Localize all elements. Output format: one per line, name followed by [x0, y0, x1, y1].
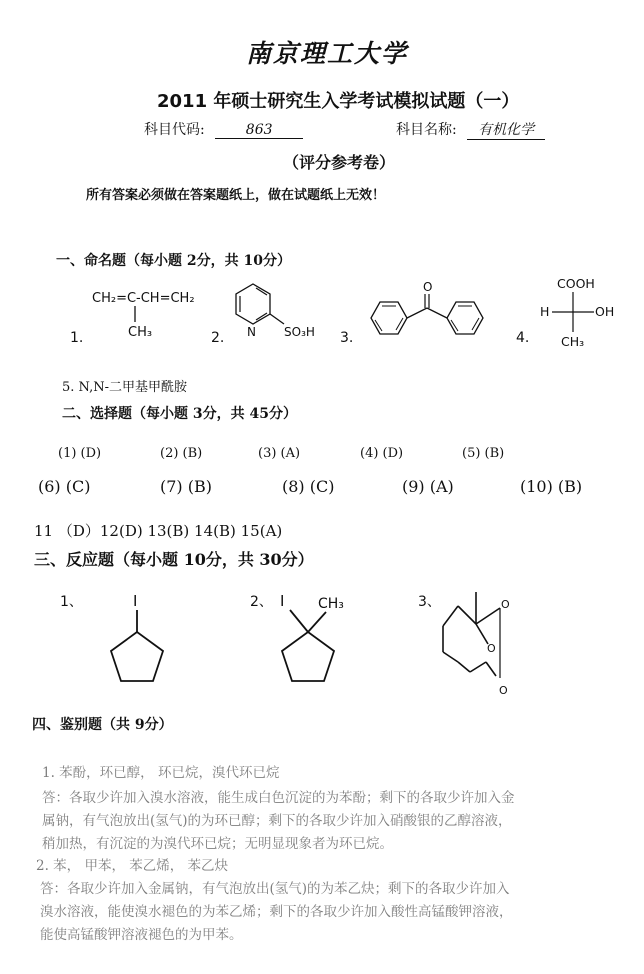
naming-number-2: 2.: [211, 330, 225, 346]
reaction-number-2: 2、: [250, 594, 273, 610]
choice-answer-7: (7) (B): [160, 477, 212, 496]
iodo-label-2: I: [280, 592, 285, 610]
section-choice-heading: 二、选择题（每小题 3分，共 45分）: [62, 406, 297, 422]
molecule-isoprene: [92, 291, 195, 340]
naming-number-3: 3.: [340, 330, 354, 346]
naming-number-1: 1.: [70, 330, 84, 346]
molecule-benzophenone: [371, 280, 483, 334]
identify-answer-1-line-2: 属钠，有气泡放出(氢气)的为环已醇；剩下的各取少许加入硝酸银的乙醇溶液，: [42, 813, 512, 829]
choice-answer-4: (4) (D): [360, 446, 404, 461]
naming-number-4: 4.: [516, 330, 530, 346]
molecule-iodomethylcyclopentane: [280, 592, 344, 681]
sulfonic-group: SO₃H: [284, 325, 315, 339]
subject-name-value: 有机化学: [467, 119, 545, 140]
choice-answer-1: (1) (D): [58, 446, 102, 461]
section-reaction-heading: 三、反应题（每小题 10分，共 30分）: [34, 550, 314, 569]
reaction-structures: [0, 580, 644, 705]
section-naming-heading: 一、命名题（每小题 2分，共 10分）: [56, 253, 291, 269]
ketal-oxygen-3: O: [499, 684, 508, 697]
section-identify-heading: 四、鉴别题（共 9分）: [32, 717, 173, 733]
molecule-lactic-acid: [540, 276, 614, 349]
choice-answer-10: (10) (B): [520, 477, 583, 496]
methyl-label: CH₃: [318, 596, 344, 612]
pyridine-nitrogen: N: [247, 325, 256, 339]
identify-answer-2-line-1: 答：各取少许加入金属钠，有气泡放出(氢气)的为苯乙炔；剩下的各取少许加入: [40, 881, 510, 897]
reaction-number-1: 1、: [60, 594, 83, 610]
molecule-bicyclic-ketal: [443, 592, 510, 697]
isoprene-chain: CH₂=C-CH=CH₂: [92, 291, 195, 306]
molecule-iodocyclopentane: [111, 592, 163, 681]
isoprene-methyl: CH₃: [128, 325, 153, 340]
ketal-oxygen-1: O: [501, 598, 510, 611]
fischer-right: OH: [595, 304, 615, 319]
identify-answer-1-line-3: 稍加热，有沉淀的为溴代环已烷；无明显现象者为环已烷。: [42, 836, 393, 852]
ketal-oxygen-2: O: [487, 642, 496, 655]
identify-question-1: 1. 苯酚，环已醇， 环已烷，溴代环已烷: [42, 765, 280, 781]
university-name: 南京理工大学: [246, 39, 409, 68]
identify-answer-2-line-3: 能使高锰酸钾溶液褪色的为甲苯。: [40, 927, 243, 943]
subject-name: [396, 119, 545, 140]
choice-answer-5: (5) (B): [462, 446, 505, 461]
choice-answer-6: (6) (C): [38, 477, 91, 496]
choice-answer-9: (9) (A): [402, 477, 454, 496]
naming-structures: [0, 270, 644, 380]
subject-name-label: 科目名称:: [396, 122, 457, 138]
choice-answers-11-15: 11 （D）12(D) 13(B) 14(B) 15(A): [34, 522, 283, 540]
naming-item-5: 5. N,N-二甲基甲酰胺: [62, 380, 187, 395]
identify-answer-1-line-1: 答：各取少许加入溴水溶液，能生成白色沉淀的为苯酚；剩下的各取少许加入金: [42, 790, 515, 806]
subject-code: [144, 119, 303, 139]
exam-title: 2011 年硕士研究生入学考试模拟试题（一）: [157, 91, 520, 112]
subject-code-label: 科目代码:: [144, 122, 205, 138]
notice: 所有答案必须做在答案题纸上，做在试题纸上无效！: [86, 188, 386, 203]
choice-answer-8: (8) (C): [282, 477, 335, 496]
choice-answer-3: (3) (A): [258, 446, 301, 461]
subtitle: （评分参考卷）: [283, 153, 396, 172]
iodo-label-1: I: [133, 592, 138, 610]
identify-answer-2-line-2: 溴水溶液，能使溴水褪色的为苯乙烯；剩下的各取少许加入酸性高锰酸钾溶液，: [40, 904, 513, 920]
choice-answer-2: (2) (B): [160, 446, 203, 461]
subject-code-value: 863: [215, 122, 303, 139]
molecule-pyridine-sulfonic-acid: [236, 284, 315, 339]
carbonyl-oxygen: O: [423, 280, 433, 294]
fischer-left: H: [540, 304, 550, 319]
fischer-top: COOH: [557, 276, 595, 291]
reaction-number-3: 3、: [418, 594, 441, 610]
identify-question-2: 2. 苯， 甲苯， 苯乙烯， 苯乙炔: [36, 858, 229, 874]
fischer-bottom: CH₃: [561, 334, 585, 349]
